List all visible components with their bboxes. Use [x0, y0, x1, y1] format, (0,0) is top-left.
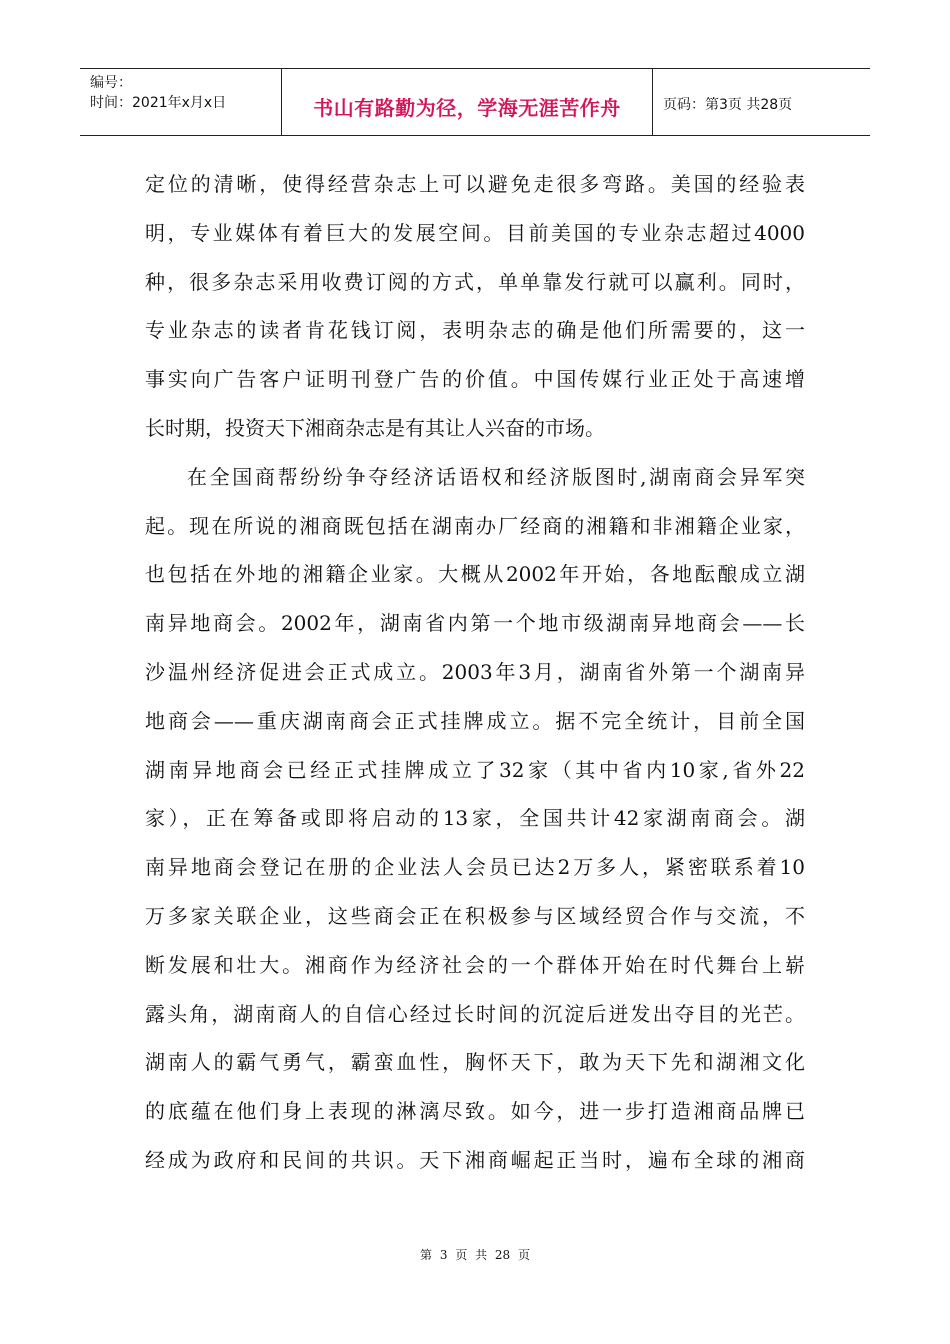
- header-meta: [80, 69, 282, 135]
- text-line: 南异地商会登记在册的企业法人会员已达2万多人，紧密联系着10: [145, 855, 805, 880]
- text-line: 南异地商会。2002年，湖南省内第一个地市级湖南异地商会——长: [145, 611, 805, 636]
- time-label: 时间：2021年x月x日: [90, 95, 227, 111]
- header-page-info-cell: [653, 69, 870, 135]
- text-line: 长时期，投资天下湘商杂志是有其让人兴奋的市场。: [145, 415, 605, 440]
- page-info: 页码：第3页 共28页: [663, 97, 793, 113]
- text-line: 地商会——重庆湖南商会正式挂牌成立。据不完全统计，目前全国: [145, 708, 805, 733]
- body-text: [145, 160, 805, 1185]
- text-line: 事实向广告客户证明刊登广告的价值。中国传媒行业正处于高速增: [145, 367, 805, 392]
- page-header: [80, 68, 870, 136]
- text-line: 也包括在外地的湘籍企业家。大概从2002年开始，各地酝酿成立湖: [145, 562, 805, 587]
- text-line: 在全国商帮纷纷争夺经济话语权和经济版图时,湖南商会异军突: [187, 464, 805, 489]
- text-line: 经成为政府和民间的共识。天下湘商崛起正当时，遍布全球的湘商: [145, 1147, 805, 1172]
- text-line: 断发展和壮大。湘商作为经济社会的一个群体开始在时代舞台上崭: [145, 952, 805, 977]
- page-footer: 第 3 页 共 28 页: [420, 1248, 530, 1262]
- text-line: 明，专业媒体有着巨大的发展空间。目前美国的专业杂志超过4000: [145, 220, 805, 245]
- text-line: 专业杂志的读者肯花钱订阅，表明杂志的确是他们所需要的，这一: [145, 318, 805, 343]
- text-line: 的底蕴在他们身上表现的淋漓尽致。如今，进一步打造湘商品牌已: [145, 1099, 805, 1124]
- motto: 书山有路勤为径，学海无涯苦作舟: [313, 95, 621, 120]
- header-motto-cell: [282, 69, 653, 135]
- text-line: 定位的清晰，使得经营杂志上可以避免走很多弯路。美国的经验表: [145, 172, 805, 196]
- text-line: 种，很多杂志采用收费订阅的方式，单单靠发行就可以赢利。同时，: [145, 269, 805, 294]
- text-line: 湖南人的霸气勇气，霸蛮血性，胸怀天下，敢为天下先和湖湘文化: [145, 1050, 805, 1075]
- number-label: 编号：: [90, 75, 132, 91]
- text-line: 万多家关联企业，这些商会正在积极参与区域经贸合作与交流，不: [145, 903, 805, 928]
- text-line: 沙温州经济促进会正式成立。2003年3月，湖南省外第一个湖南异: [145, 659, 805, 684]
- text-line: 起。现在所说的湘商既包括在湖南办厂经商的湘籍和非湘籍企业家，: [145, 513, 805, 538]
- text-line: 露头角，湖南商人的自信心经过长时间的沉淀后迸发出夺目的光芒。: [145, 1001, 805, 1026]
- text-line: 湖南异地商会已经正式挂牌成立了32家（其中省内10家,省外22: [145, 757, 805, 782]
- text-line: 家），正在筹备或即将启动的13家，全国共计42家湖南商会。湖: [145, 806, 805, 831]
